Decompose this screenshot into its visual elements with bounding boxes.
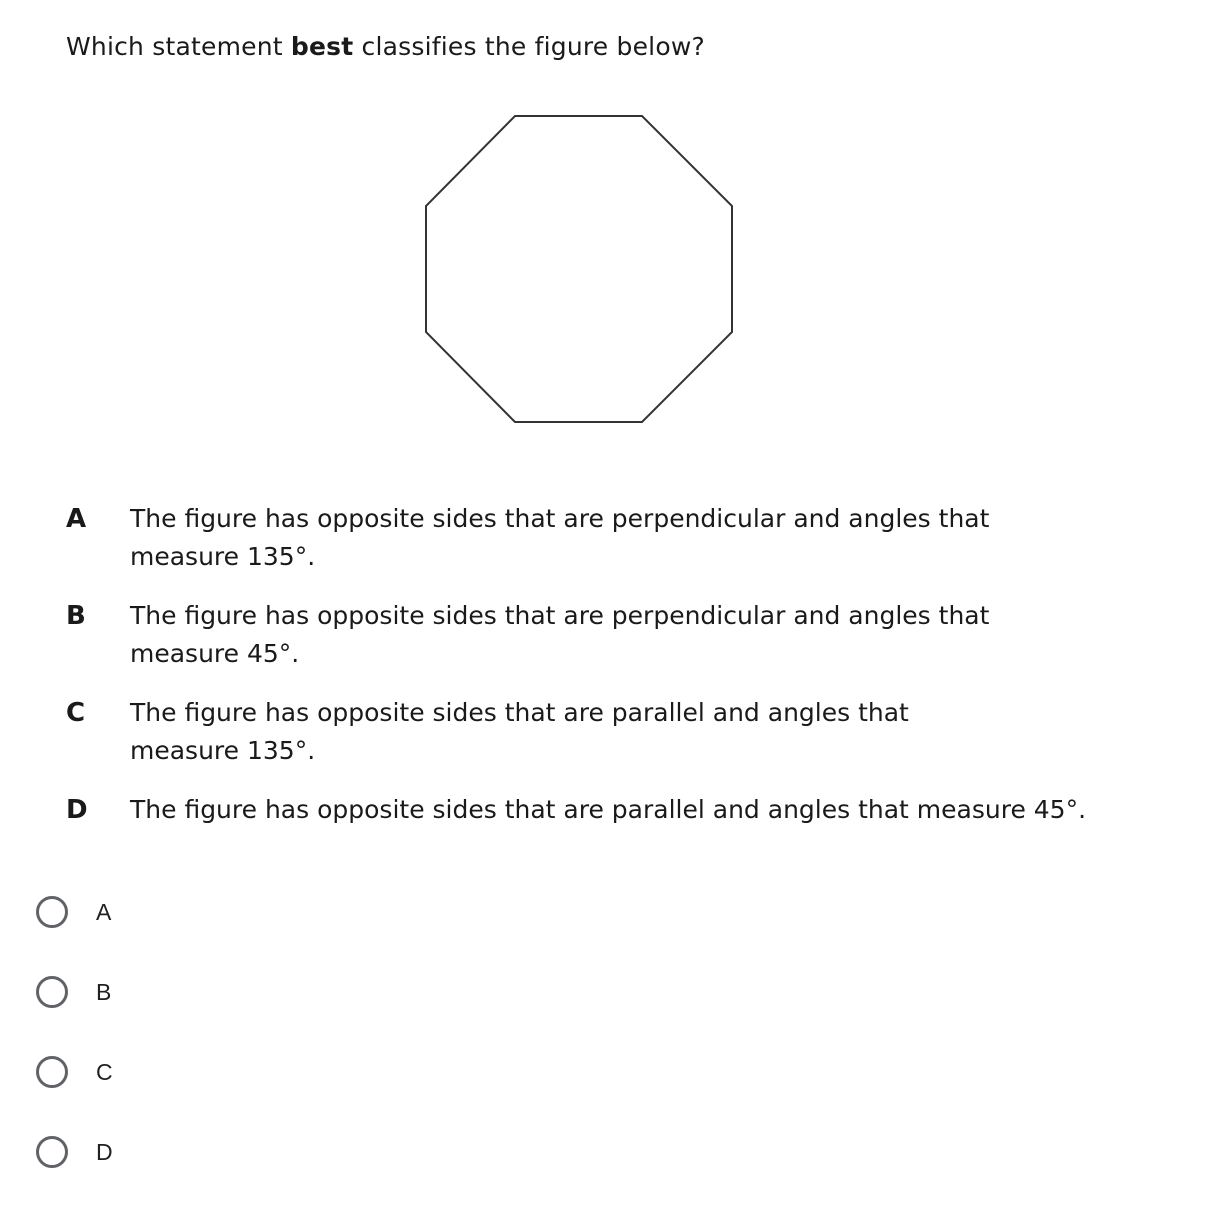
choice-text [130,791,1213,829]
radio-button[interactable] [36,1056,68,1088]
radio-button[interactable] [36,896,68,928]
option-d[interactable] [36,1132,113,1172]
choice-line: measure 135°. [130,736,316,765]
question-emphasis: best [290,32,354,61]
choice-b [60,597,1200,677]
option-label[interactable]: D [96,1138,113,1165]
choice-a [60,500,1200,580]
choice-letter: D [66,795,88,825]
octagon-figure [420,110,738,428]
choice-text [130,500,1190,576]
choice-line: The figure has opposite sides that are perpendicular and angles that [130,504,990,533]
choice-letter: C [66,698,86,728]
option-label[interactable]: A [96,898,112,925]
option-a[interactable] [36,892,111,932]
choice-d [60,791,1200,831]
radio-button[interactable] [36,976,68,1008]
question-suffix: classifies the figure below? [353,32,705,61]
radio-button[interactable] [36,1136,68,1168]
choice-line: measure 45°. [130,639,300,668]
option-label[interactable]: B [96,978,112,1005]
choice-text [130,597,1190,673]
choice-c [60,694,1200,774]
question-prefix: Which statement [66,32,291,61]
choice-line: The figure has opposite sides that are parallel and angles that measure 45°. [130,795,1087,824]
choice-letter: B [66,601,86,631]
octagon-shape [426,116,732,422]
option-label[interactable]: C [96,1058,113,1085]
choice-line: The figure has opposite sides that are parallel and angles that [130,698,909,727]
choice-text [130,694,1190,770]
option-c[interactable] [36,1052,113,1092]
choice-line: The figure has opposite sides that are perpendicular and angles that [130,601,990,630]
choice-letter: A [66,504,87,534]
choice-line: measure 135°. [130,542,316,571]
option-b[interactable] [36,972,111,1012]
question-text [66,32,705,61]
